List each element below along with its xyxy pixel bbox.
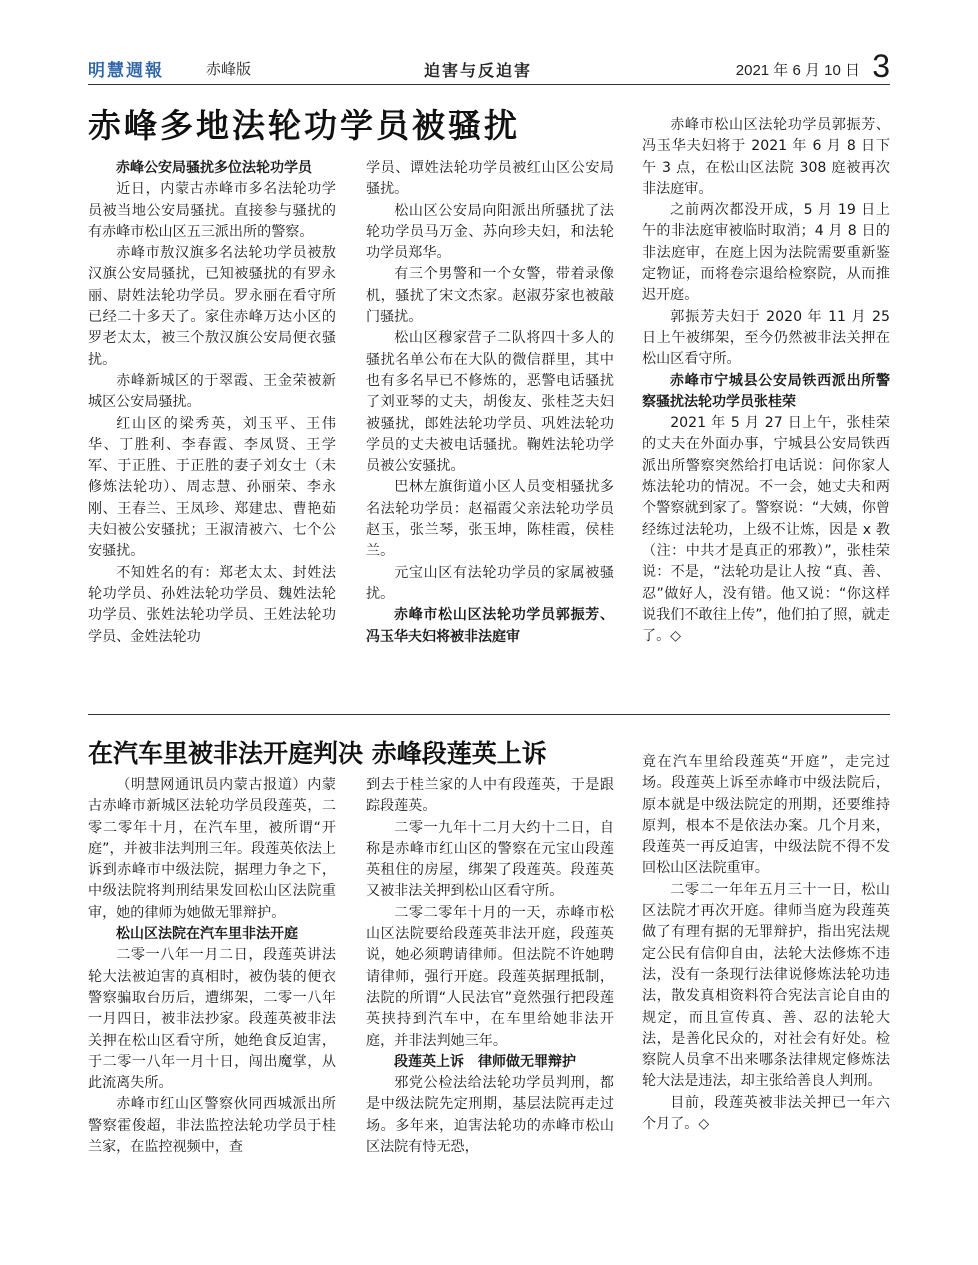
paragraph: 之前两次都没开成，5 月 19 日上午的非法庭审被临时取消；4 月 8 日的非法庭审，在庭上因为法院需要重新鉴定物证，而将卷宗退给检察院，从而推迟开庭。 bbox=[642, 202, 890, 304]
paragraph: 二零一八年一月二日，段莲英讲法轮大法被迫害的真相时，被伪装的便衣警察骗取台历后，遭绑架，二零一八年一月四日，被非法抄家。段莲英被非法关押在松山区看守所，她绝食反迫害，于二零一八年一月十日，闯出魔掌，从此流离失所。 bbox=[88, 947, 336, 1092]
paragraph: 赤峰新城区的于翠霞、王金荣被新城区公安局骚扰。 bbox=[88, 372, 336, 411]
article2-column-2 bbox=[366, 775, 614, 1235]
paragraph: 二零一九年十二月大约十二日，自称是赤峰市红山区的警察在元宝山段莲英租住的房屋，绑架了段莲英。段莲英又被非法关押到松山区看守所。 bbox=[366, 819, 614, 900]
page-header bbox=[88, 50, 890, 84]
subheading: 赤峰市松山区法轮功学员郭振芳、冯玉华夫妇将被非法庭审 bbox=[366, 607, 614, 645]
paragraph: （明慧网通讯员内蒙古报道）内蒙古赤峰市新城区法轮功学员段莲英，二零二零年十月，在汽车里，被所谓“开庭”，并被非法判刑三年。段莲英依法上诉到赤峰市中级法院，据理力争之下，中级法院将判刑结果发回松山区法院重审，她的律师为她做无罪辩护。 bbox=[88, 777, 336, 921]
paragraph-continued: 竟在汽车里给段莲英“开庭”，走完过场。段莲英上诉至赤峰市中级法院后，原本就是中级法院定的刑期，还要维持原判，根本不是依法办案。几个月来，段莲英一再反迫害，中级法院不得不发回松山区法院重审。 bbox=[642, 754, 890, 877]
paragraph: 有三个男警和一个女警，带着录像机，骚扰了宋文杰家。赵淑芬家也被敲门骚扰。 bbox=[366, 266, 614, 326]
subheading: 赤峰市宁城县公安局铁西派出所警察骚扰法轮功学员张桂荣 bbox=[642, 372, 890, 410]
article1-column-3 bbox=[642, 115, 890, 720]
paragraph: 红山区的梁秀英，刘玉平、王伟华、丁胜利、李春霞、李凤贤、王学军、于正胜、于正胜的妻子刘女士（未修炼法轮功）、周志慧、孙丽荣、李永刚、王春兰、王凤珍、郑建忠、曹艳茹夫妇被公安骚扰；王淑清被六、七个公安骚扰。 bbox=[88, 415, 336, 560]
article2-column-1 bbox=[88, 775, 336, 1235]
paragraph: 松山区公安局向阳派出所骚扰了法轮功学员马万金、苏向珍夫妇，和法轮功学员郑华。 bbox=[366, 202, 614, 262]
article1-column-1 bbox=[88, 158, 336, 703]
header-rule bbox=[88, 84, 890, 85]
section-title: 迫害与反迫害 bbox=[424, 61, 533, 80]
subheading: 赤峰公安局骚扰多位法轮功学员 bbox=[116, 160, 312, 176]
paragraph: 2021 年 5 月 27 日上午，张桂荣的丈夫在外面办事，宁城县公安局铁西派出所警察突然给打电话说：问你家人炼法轮功的情况。不一会，她丈夫和两个警察就到家了。警察说：“大姨，你曾经练过法轮功，上级不让炼，因是 x 教（注：中共才是真正的邪教）”，张桂荣说：不是，“法轮功是让人按 “真、善、忍”做好人，没有错。他又说：“你这样说我们不敢往上传”，他们拍了照，就走了。◇ bbox=[642, 415, 890, 645]
article-divider bbox=[88, 714, 890, 715]
article1-column-2 bbox=[366, 158, 614, 703]
paragraph: 二零二零年十月的一天，赤峰市松山区法院要给段莲英非法开庭，段莲英说，她必须聘请律师。但法院不许她聘请律师，强行开庭。段莲英据理抵制，法院的所谓“人民法官”竟然强行把段莲英挟持到汽车中，在车里给她非法开庭，并非法判她三年。 bbox=[366, 904, 614, 1049]
article2-column-3 bbox=[642, 752, 890, 1232]
paragraph: 不知姓名的有：郑老太太、封姓法轮功学员、孙姓法轮功学员、魏姓法轮功学员、张姓法轮功学员、王姓法轮功学员、金姓法轮功 bbox=[88, 564, 336, 645]
article1-headline: 赤峰多地法轮功学员被骚扰 bbox=[88, 106, 520, 145]
masthead-title: 明慧週報 bbox=[88, 61, 164, 81]
subheading: 松山区法院在汽车里非法开庭 bbox=[116, 926, 298, 943]
page-number: 3 bbox=[872, 48, 890, 84]
edition-label: 赤峰版 bbox=[206, 60, 252, 78]
paragraph: 邪党公检法给法轮功学员判刑，都是中级法院先定刑期，基层法院再走过场。多年来，迫害法轮功的赤峰市松山区法院有恃无恐， bbox=[366, 1075, 614, 1156]
paragraph: 赤峰市红山区警察伙同西城派出所警察霍俊超，非法监控法轮功学员于桂兰家，在监控视频中，查 bbox=[88, 1096, 336, 1156]
paragraph: 近日，内蒙古赤峰市多名法轮功学员被当地公安局骚扰。直接参与骚扰的有赤峰市松山区五三派出所的警察。 bbox=[88, 181, 336, 240]
paragraph: 赤峰市敖汉旗多名法轮功学员被敖汉旗公安局骚扰，已知被骚扰的有罗永丽、尉姓法轮功学员。罗永丽在看守所已经二十多天了。家住赤峰万达小区的罗老太太，被三个敖汉旗公安局便衣骚扰。 bbox=[88, 245, 336, 368]
subheading: 段莲英上诉 律师做无罪辩护 bbox=[394, 1053, 576, 1070]
article2-headline: 在汽车里被非法开庭判决 赤峰段莲英上诉 bbox=[88, 739, 547, 768]
paragraph: 元宝山区有法轮功学员的家属被骚扰。 bbox=[366, 564, 614, 602]
paragraph: 二零二一年年五月三十一日，松山区法院才再次开庭。律师当庭为段莲英做了有理有据的无罪辩护，指出宪法规定公民有信仰自由，法轮大法修炼不违法，没有一条现行法律说修炼法轮功违法，散发真相资料符合宪法言论自由的规定，而且宣传真、善、忍的法轮大法，是善化民众的，对社会有好处。检察院人员拿不出来哪条法律规定修炼法轮大法是违法，却主张给善良人判刑。 bbox=[642, 881, 890, 1090]
paragraph: 巴林左旗街道小区人员变相骚扰多名法轮功学员：赵福霞父亲法轮功学员赵玉，张兰琴，张玉坤，陈桂霞，侯桂兰。 bbox=[366, 479, 614, 560]
paragraph: 目前，段莲英被非法关押已一年六个月了。◇ bbox=[642, 1094, 890, 1133]
paragraph: 郭振芳夫妇于 2020 年 11 月 25 日上午被绑架，至今仍然被非法关押在松山区看守所。 bbox=[642, 308, 890, 368]
issue-date: 2021 年 6 月 10 日 bbox=[735, 62, 860, 79]
paragraph-continued: 到去于桂兰家的人中有段莲英，于是跟踪段莲英。 bbox=[366, 777, 614, 815]
paragraph: 松山区穆家营子二队将四十多人的骚扰名单公布在大队的微信群里，其中也有多名早已不修炼的，恶警电话骚扰了刘亚琴的丈夫，胡俊友、张桂芝夫妇被骚扰，郎姓法轮功学员、巩姓法轮功学员的丈夫被电话骚扰。鞠姓法轮功学员被公安骚扰。 bbox=[366, 330, 614, 475]
paragraph: 赤峰市松山区法轮功学员郭振芳、冯玉华夫妇将于 2021 年 6 月 8 日下午 3 点，在松山区法院 308 庭被再次非法庭审。 bbox=[642, 117, 890, 197]
paragraph-continued: 学员、谭姓法轮功学员被红山区公安局骚扰。 bbox=[366, 160, 614, 198]
